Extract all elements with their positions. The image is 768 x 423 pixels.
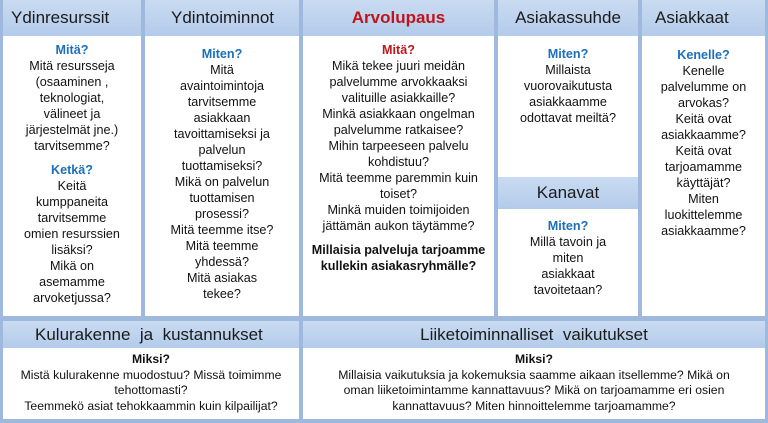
text-line: Mitä teemme itse?: [170, 223, 274, 237]
text-line: Minkä asiakkaan ongelman: [322, 107, 475, 121]
text-line: oman liiketoimintamme kannattavuus? Mikä on tarjoamamme eri osien: [343, 383, 725, 397]
vaikutukset-body: [303, 348, 765, 419]
text-line: Minkä muiden toimijoiden: [327, 203, 470, 217]
kanavat-body: [498, 209, 638, 316]
text-line: omien resurssien: [24, 227, 120, 241]
text-line: luokittelemme: [664, 208, 743, 222]
text-line: kannattavuus? Miten hinnoittelemme tarjoamamme?: [392, 398, 676, 413]
text-line: Kenelle: [682, 64, 725, 78]
asiakkaat-question: Kenelle?: [677, 48, 730, 62]
kanavat-header: [498, 177, 638, 209]
ydintoiminnot-body: [145, 36, 299, 316]
text-line: Mitä resursseja: [29, 59, 115, 73]
text-line: Millaista: [545, 63, 591, 77]
asiakkaat-header: [642, 0, 765, 36]
text-line-bold: Millaisia palveluja tarjoamme: [311, 243, 486, 257]
text-line: kohdistuu?: [368, 155, 429, 169]
text-line: palvelumme on: [660, 80, 747, 94]
text-line: tuottamiseksi?: [181, 159, 263, 173]
text-line: palvelun: [198, 143, 246, 157]
separator: [0, 419, 768, 423]
text-line: tarjoamamme: [665, 160, 742, 174]
text-line: palvelumme arvokkaaksi: [329, 75, 468, 89]
vaikutukset-title: Liiketoiminnalliset vaikutukset: [420, 324, 648, 344]
text-line: valituille asiakkaille?: [341, 91, 456, 105]
text-line: Mihin tarpeeseen palvelu: [328, 139, 469, 153]
text-line: yhdessä?: [195, 255, 249, 269]
asiakassuhde-body: [498, 36, 638, 177]
text-line: asiakkaan: [193, 111, 251, 125]
kanavat-question: Miten?: [547, 219, 589, 233]
text-line: asiakkaat: [541, 267, 595, 281]
text-line: miten: [552, 251, 584, 265]
arvolupaus-question: Mitä?: [382, 43, 415, 57]
ydintoiminnot-question: Miten?: [201, 47, 243, 61]
text-line: lisäksi?: [51, 243, 93, 257]
text-line: vuorovaikutusta: [523, 79, 613, 93]
text-line: odottavat meiltä?: [520, 111, 616, 125]
arvolupaus-body: [303, 36, 494, 316]
text-line: Keitä ovat: [675, 112, 732, 126]
ydinresurssit-question-1: Mitä?: [55, 43, 89, 57]
text-line: Keitä ovat: [675, 144, 732, 158]
text-line: Miten: [688, 192, 719, 206]
asiakassuhde-header: [498, 0, 638, 36]
text-line: Teemmekö asiat tehokkaammin kuin kilpailijat?: [24, 398, 278, 413]
text-line: avaintoimintoja: [179, 79, 264, 93]
kulurakenne-body: [3, 348, 299, 419]
text-line: Millä tavoin ja: [529, 235, 607, 249]
text-line: toiset?: [379, 187, 418, 201]
ydintoiminnot-title: Ydintoiminnot: [171, 8, 275, 27]
text-line: tarvitsemme?: [34, 139, 110, 153]
text-line: tarvitsemme: [37, 211, 107, 225]
text-line: välineet ja: [43, 107, 101, 121]
text-line: tavoitetaan?: [533, 283, 603, 297]
asiakassuhde-title: Asiakassuhde: [515, 8, 621, 27]
asiakkaat-body: [642, 36, 765, 316]
text-line-bold: kullekin asiakasryhmälle?: [320, 259, 477, 273]
ydinresurssit-title: Ydinresurssit: [11, 8, 110, 27]
text-line: tehottomasti?: [114, 383, 188, 397]
text-line: arvoketjussa?: [33, 291, 111, 305]
text-line: tavoittamiseksi ja: [174, 127, 270, 141]
spacer: [3, 154, 141, 162]
text-line: palvelumme ratkaisee?: [333, 123, 464, 137]
text-line: Mitä: [210, 63, 234, 77]
text-line: kumppaneita: [35, 195, 109, 209]
text-line: Keitä: [57, 179, 87, 193]
ydinresurssit-header: [3, 0, 141, 36]
text-line: Mikä on: [49, 259, 95, 273]
text-line: arvokas?: [677, 96, 730, 110]
text-line: asiakkaamme?: [661, 128, 746, 142]
kanavat-title: Kanavat: [536, 183, 600, 202]
text-line: (osaaminen ,: [35, 75, 109, 89]
vaikutukset-header: [303, 321, 765, 348]
ydinresurssit-body: [3, 36, 141, 316]
vaikutukset-question: Miksi?: [515, 352, 553, 366]
text-line: järjestelmät jne.): [25, 123, 119, 137]
text-line: tuottamisen: [189, 191, 255, 205]
asiakkaat-title: Asiakkaat: [655, 8, 729, 27]
kulurakenne-title: Kulurakenne ja kustannukset: [35, 324, 263, 344]
text-line: jättämän aukon täytämme?: [322, 219, 475, 233]
kulurakenne-header: [3, 321, 299, 348]
text-line: Mitä teemme: [185, 239, 259, 253]
text-line: Mitä teemme paremmin kuin: [319, 171, 478, 185]
text-line: Mikä tekee juuri meidän: [332, 59, 465, 73]
arvolupaus-header: [303, 0, 494, 36]
text-line: käyttäjät?: [676, 176, 731, 190]
text-line: Mistä kulurakenne muodostuu? Missä toimimme: [20, 367, 282, 382]
ydintoiminnot-header: [145, 0, 299, 36]
text-line: tarvitsemme: [187, 95, 257, 109]
text-line: asiakkaamme?: [661, 224, 746, 238]
text-line: Mitä asiakas: [187, 271, 257, 285]
text-line: prosessi?: [195, 207, 249, 221]
text-line: teknologiat,: [39, 91, 105, 105]
text-line: Millaisia vaikutuksia ja kokemuksia saamme aikaan itsellemme? Mikä on: [338, 367, 730, 382]
asiakassuhde-question: Miten?: [547, 47, 589, 61]
kulurakenne-question: Miksi?: [132, 352, 170, 366]
arvolupaus-title: Arvolupaus: [351, 8, 446, 27]
ydinresurssit-question-2: Ketkä?: [51, 163, 93, 177]
text-line: tekee?: [203, 287, 241, 301]
text-line: asiakkaamme: [529, 95, 607, 109]
spacer: [303, 234, 494, 242]
text-line: asemamme: [39, 275, 105, 289]
text-line: Mikä on palvelun: [174, 175, 270, 189]
